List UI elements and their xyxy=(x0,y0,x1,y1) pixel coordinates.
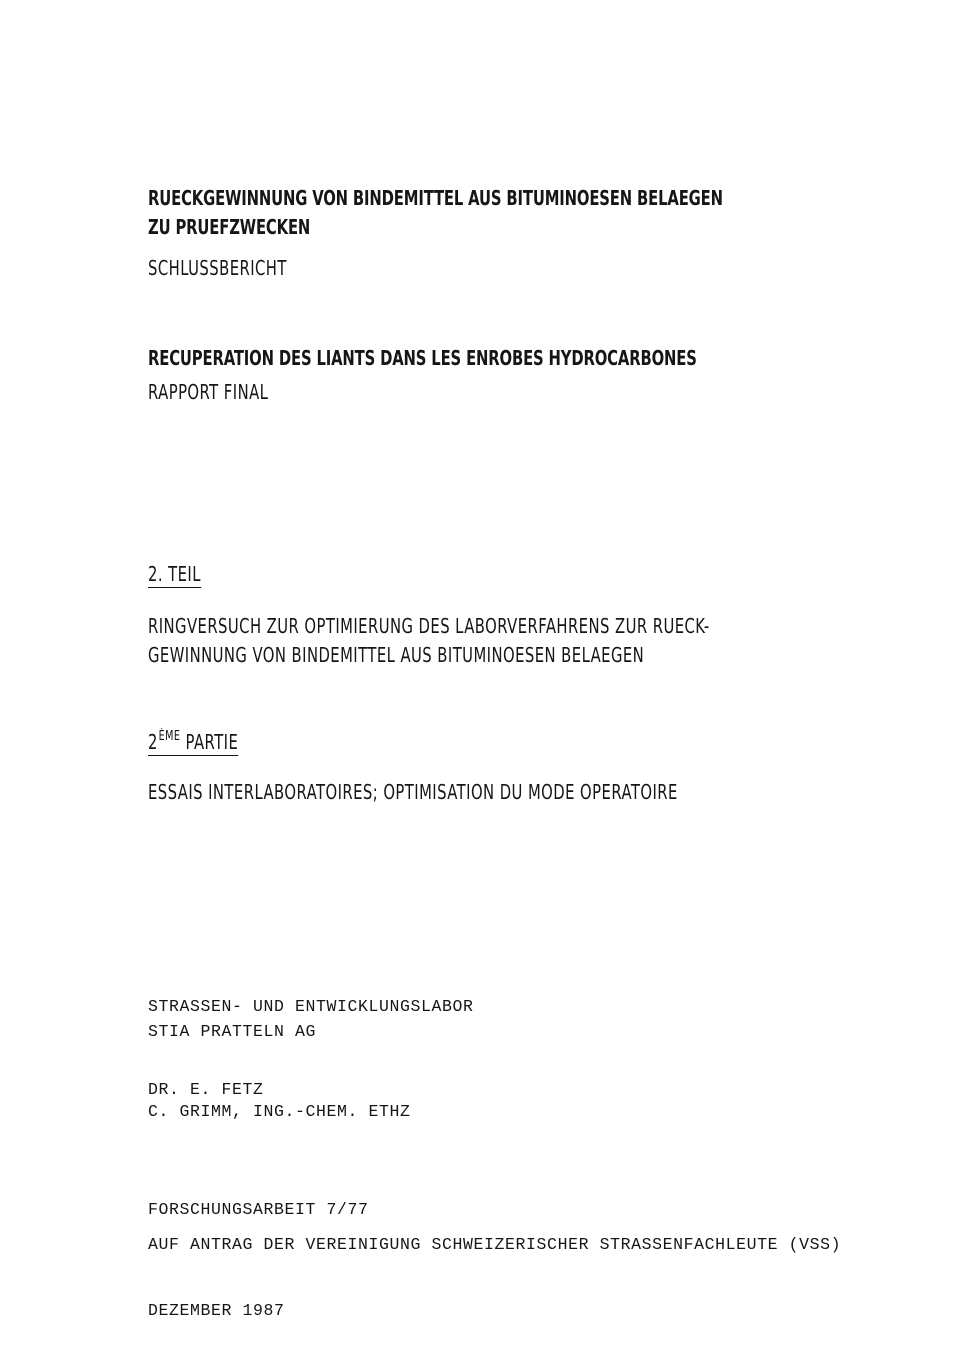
german-title-line1: RUECKGEWINNUNG VON BINDEMITTEL AUS BITUMINOESEN BELAEGEN xyxy=(148,186,723,210)
research-commission: AUF ANTRAG DER VEREINIGUNG SCHWEIZERISCHER STRASSENFACHLEUTE (VSS) xyxy=(148,1235,842,1254)
german-subtitle: SCHLUSSBERICHT xyxy=(148,256,287,280)
part-fr-heading-word: PARTIE xyxy=(185,730,239,754)
french-title-line1: RECUPERATION DES LIANTS DANS LES ENROBES HYDROCARBONES xyxy=(148,346,697,370)
part-fr-line1: ESSAIS INTERLABORATOIRES; OPTIMISATION DU MODE OPERATOIRE xyxy=(148,780,678,804)
french-subtitle: RAPPORT FINAL xyxy=(148,380,269,404)
part-de-line1: RINGVERSUCH ZUR OPTIMIERUNG DES LABORVERFAHRENS ZUR RUECK- xyxy=(148,614,710,638)
author-line1: DR. E. FETZ xyxy=(148,1080,264,1099)
part-fr-heading-text xyxy=(148,730,238,756)
part-fr-heading xyxy=(148,730,238,756)
german-title-line2: ZU PRUEFZWECKEN xyxy=(148,215,311,239)
part-de-heading-text: 2. TEIL xyxy=(148,562,201,586)
part-de-heading xyxy=(148,562,201,588)
part-fr-heading-number: 2 xyxy=(148,730,158,754)
institution-line2: STIA PRATTELN AG xyxy=(148,1022,317,1041)
research-number: FORSCHUNGSARBEIT 7/77 xyxy=(148,1200,369,1219)
institution-line1: STRASSEN- UND ENTWICKLUNGSLABOR xyxy=(148,997,474,1016)
author-line2: C. GRIMM, ING.-CHEM. ETHZ xyxy=(148,1102,411,1121)
part-de-line2: GEWINNUNG VON BINDEMITTEL AUS BITUMINOESEN BELAEGEN xyxy=(148,643,645,667)
part-fr-heading-superscript: ÈME xyxy=(158,729,181,744)
report-date: DEZEMBER 1987 xyxy=(148,1301,285,1320)
